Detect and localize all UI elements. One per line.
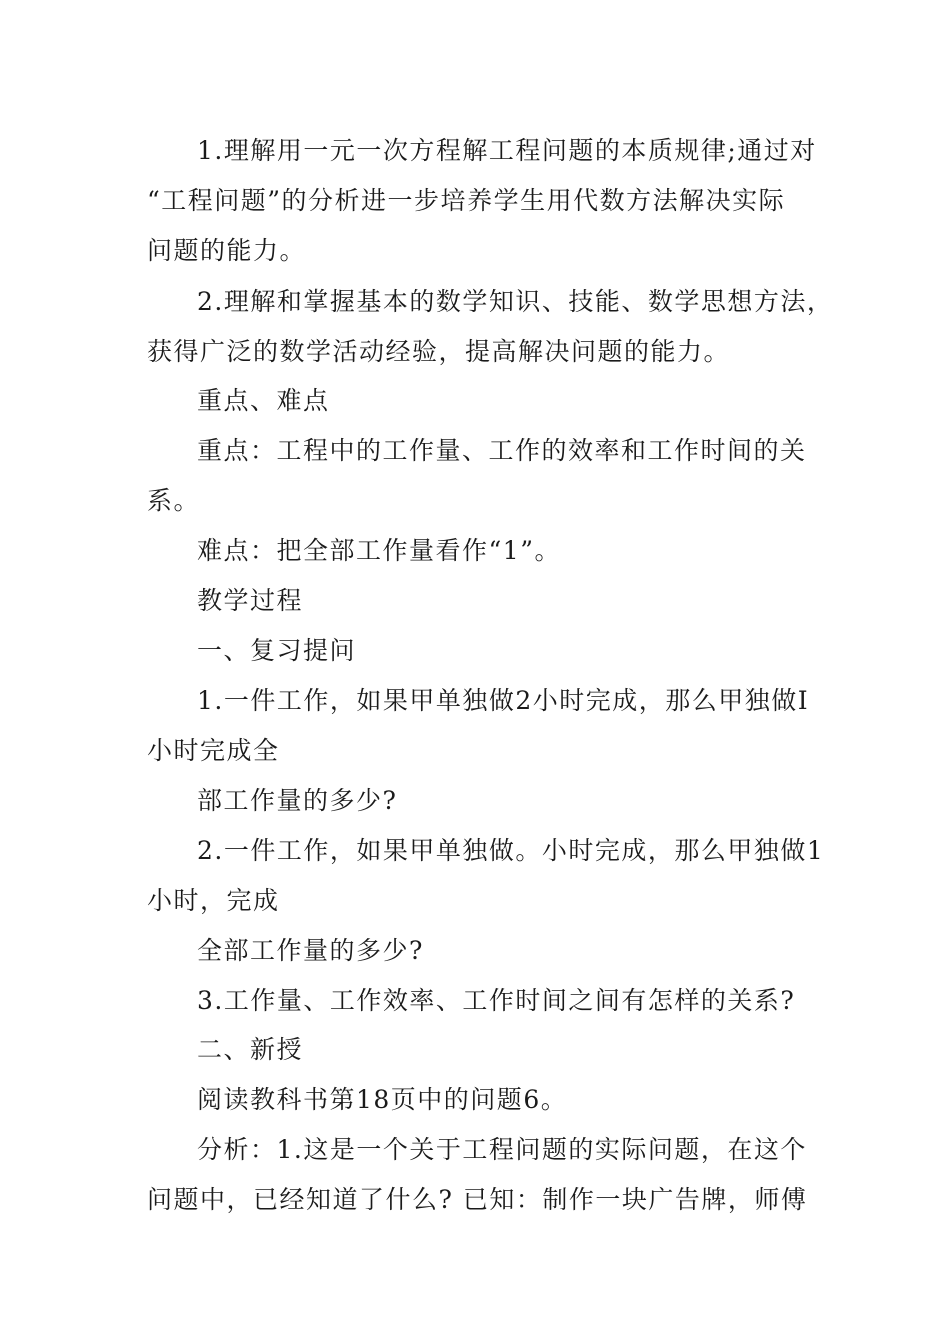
text-line: 1.理解用一元一次方程解工程问题的本质规律;通过对 [197,136,817,165]
text-line: 难点：把全部工作量看作“1”。 [197,536,561,565]
text-line: 问题的能力。 [147,236,307,265]
section-heading: 教学过程 [197,586,304,615]
text-line: 3.工作量、工作效率、工作时间之间有怎样的关系? [197,986,796,1015]
text-line: 获得广泛的数学活动经验，提高解决问题的能力。 [147,337,731,366]
text-line: 2.一件工作，如果甲单独做。小时完成，那么甲独做1 [197,836,825,865]
section-heading: 重点、难点 [197,386,330,415]
text-line: 问题中，已经知道了什么? 已知：制作一块广告牌，师傅 [147,1185,808,1214]
text-line: 重点：工程中的工作量、工作的效率和工作时间的关 [197,436,807,465]
text-line: 2.理解和掌握基本的数学知识、技能、数学思想方法， [197,287,834,316]
text-line: 阅读教科书第18页中的问题6。 [197,1085,568,1114]
section-heading: 一、复习提问 [197,636,357,665]
text-line: 小时完成全 [147,736,280,765]
section-heading: 二、新授 [197,1035,304,1064]
text-line: 系。 [147,486,201,515]
text-line: “工程问题”的分析进一步培养学生用代数方法解决实际 [147,186,786,215]
text-line: 小时，完成 [147,886,280,915]
text-line: 分析：1.这是一个关于工程问题的实际问题，在这个 [197,1135,807,1164]
text-line: 1.一件工作，如果甲单独做2小时完成，那么甲独做I [197,686,810,715]
text-line: 部工作量的多少? [197,786,398,815]
text-line: 全部工作量的多少? [197,936,424,965]
